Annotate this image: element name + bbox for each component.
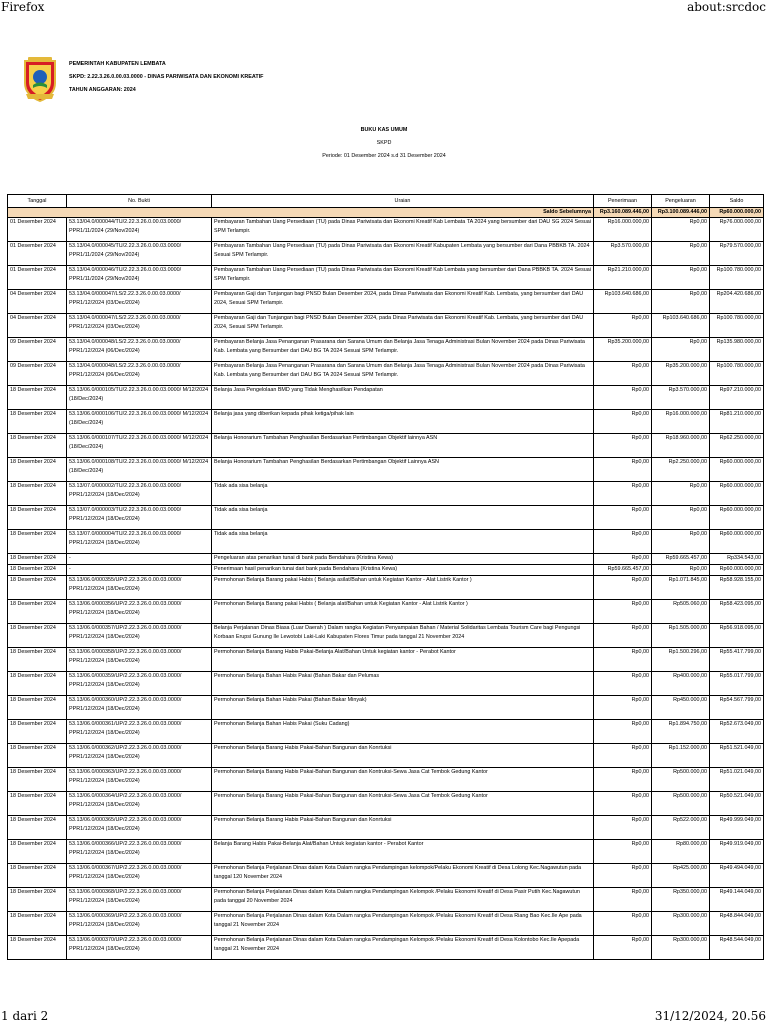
cell-no-bukti: 53.13/06.0/000366/UP/2.22.3.26.0.00.03.0000/ PPR1/12/2024 (18/Dec/2024) xyxy=(67,840,212,864)
cell-saldo: Rp58.928.155,00 xyxy=(710,576,764,600)
cell-pengeluaran: Rp3.570.000,00 xyxy=(652,386,710,410)
cell-penerimaan: Rp59.665.457,00 xyxy=(594,565,652,576)
cell-no-bukti: 53.13/04.0/000044/TU/2.22.3.26.0.00.03.0000/ PPR1/11/2024 (29/Nov/2024) xyxy=(67,218,212,242)
cell-tanggal: 18 Desember 2024 xyxy=(8,912,67,936)
cell-penerimaan: Rp0,00 xyxy=(594,434,652,458)
report-subtitle: SKPD xyxy=(376,140,392,146)
cell-pengeluaran: Rp500.000,00 xyxy=(652,792,710,816)
cell-penerimaan: Rp35.200.000,00 xyxy=(594,338,652,362)
cell-tanggal: 18 Desember 2024 xyxy=(8,600,67,624)
cell-penerimaan: Rp0,00 xyxy=(594,672,652,696)
cell-uraian: Pembayaran Tambahan Uang Persediaan (TU) pada Dinas Pariwisata dan Ekonomi Kreatif Kabupaten Lembata yang bersumber dari Dana PBBKB TA. 2024 Sesuai SPM Terlampir. xyxy=(212,242,594,266)
cell-no-bukti: 53.13/04.0/000048/LS/2.22.3.26.0.00.03.0000/ PPR1/12/2024 (06/Dec/2024) xyxy=(67,338,212,362)
table-row xyxy=(8,912,764,936)
cell-pengeluaran: Rp450.000,00 xyxy=(652,696,710,720)
opening-balance-row xyxy=(8,208,764,218)
cell-uraian: Permohonan Belanja Barang pakai Habis ( Belanja alat/Bahan untuk Kegiatan Kantor - Alat Listrik Kantor ) xyxy=(212,600,594,624)
cell-no-bukti: 53.13/07.0/000003/TU/2.22.3.26.0.00.03.0000/ PPR1/12/2024 (18/Dec/2024) xyxy=(67,506,212,530)
cell-saldo: Rp76.000.000,00 xyxy=(710,218,764,242)
cell-uraian: Permohonan Belanja Bahan Habis Pakai (Suku Cadang) xyxy=(212,720,594,744)
cell-tanggal: 18 Desember 2024 xyxy=(8,840,67,864)
cell-uraian: Belanja Honorarium Tambahan Penghasilan Berdasarkan Pertimbangan Objektif lainnya ASN xyxy=(212,434,594,458)
cell-tanggal: 18 Desember 2024 xyxy=(8,434,67,458)
cell-uraian: Pengeluaran atas penarikan tunai di bank pada Bendahara (Kristina Kewa) xyxy=(212,554,594,565)
cell-no-bukti: 53.13/04.0/000045/TU/2.22.3.26.0.00.03.0000/ PPR1/11/2024 (29/Nov/2024) xyxy=(67,242,212,266)
cell-tanggal: 18 Desember 2024 xyxy=(8,410,67,434)
cell-pengeluaran: Rp0,00 xyxy=(652,266,710,290)
cell-tanggal: 18 Desember 2024 xyxy=(8,720,67,744)
report-title: BUKU KAS UMUM xyxy=(360,127,408,133)
cell-no-bukti: 53.13/07.0/000002/TU/2.22.3.26.0.00.03.0000/ PPR1/12/2024 (18/Dec/2024) xyxy=(67,482,212,506)
cell-pengeluaran: Rp500.000,00 xyxy=(652,768,710,792)
cell-no-bukti: 53.13/04.0/000046/TU/2.22.3.26.0.00.03.0000/ PPR1/11/2024 (29/Nov/2024) xyxy=(67,266,212,290)
cell-pengeluaran: Rp0,00 xyxy=(652,242,710,266)
table-row xyxy=(8,554,764,565)
cell-tanggal: 18 Desember 2024 xyxy=(8,386,67,410)
cell-no-bukti: 53.13/04.0/000047/LS/2.22.3.26.0.00.03.0000/ PPR1/12/2024 (03/Dec/2024) xyxy=(67,290,212,314)
cell-pengeluaran: Rp350.000,00 xyxy=(652,888,710,912)
cell-uraian: Pembayaran Gaji dan Tunjangan bagi PNSD Bulan Desember 2024, pada Dinas Pariwisata dan Ekonomi Kreatif Kab. Lembata, yang bersumber dari DAU 2024, Sesuai SPM Terlampir. xyxy=(212,290,594,314)
cell-tanggal: 18 Desember 2024 xyxy=(8,696,67,720)
cell-uraian: Tidak ada sisa belanja xyxy=(212,530,594,554)
cell-pengeluaran: Rp16.000.000,00 xyxy=(652,410,710,434)
cell-uraian: Permohonan Belanja Perjalanan Dinas dalam Kota Dalam rangka Pendampingan Kelompok /Pelaku Ekonomi Kreatif di Desa Pasir Putih Kec.Nagawutun pada tanggal 20 November 2024 xyxy=(212,888,594,912)
cell-penerimaan: Rp0,00 xyxy=(594,458,652,482)
cell-tanggal: 18 Desember 2024 xyxy=(8,624,67,648)
cell-uraian: Permohonan Belanja Barang pakai Habis ( Belanja asilat/Bahan untuk Kegiatan Kantor - Alat Listrik Kantor ) xyxy=(212,576,594,600)
cell-pengeluaran: Rp300.000,00 xyxy=(652,912,710,936)
table-row xyxy=(8,576,764,600)
col-uraian: Uraian xyxy=(212,195,594,208)
cell-saldo: Rp55.017.799,00 xyxy=(710,672,764,696)
cell-saldo: Rp49.999.049,00 xyxy=(710,816,764,840)
cell-uraian: Penerimaan hasil penarikan tunai dari bank pada Bendahara (Kristina Kewa) xyxy=(212,565,594,576)
cell-tanggal: 01 Desember 2024 xyxy=(8,242,67,266)
cell-tanggal: 18 Desember 2024 xyxy=(8,458,67,482)
cell-penerimaan: Rp3.570.000,00 xyxy=(594,242,652,266)
cell-uraian: Tidak ada sisa belanja xyxy=(212,506,594,530)
cell-penerimaan: Rp0,00 xyxy=(594,386,652,410)
cell-saldo: Rp50.521.049,00 xyxy=(710,792,764,816)
cell-saldo: Rp48.544.049,00 xyxy=(710,936,764,960)
cell-penerimaan: Rp0,00 xyxy=(594,530,652,554)
cell-uraian: Belanja Honorarium Tambahan Penghasilan Berdasarkan Pertimbangan Objektif Lainnya ASN xyxy=(212,458,594,482)
table-header-row xyxy=(8,195,764,208)
cell-tanggal: 18 Desember 2024 xyxy=(8,565,67,576)
cell-penerimaan: Rp0,00 xyxy=(594,696,652,720)
table-row xyxy=(8,482,764,506)
opening-label: Saldo Sebelumnya xyxy=(8,208,594,218)
cell-uraian: Belanja Jasa Pengelolaan BMD yang Tidak Menghasilkan Pendapatan xyxy=(212,386,594,410)
cell-pengeluaran: Rp522.000,00 xyxy=(652,816,710,840)
cell-tanggal: 01 Desember 2024 xyxy=(8,266,67,290)
cell-saldo: Rp56.918.095,00 xyxy=(710,624,764,648)
cell-pengeluaran: Rp1.152.000,00 xyxy=(652,744,710,768)
cell-no-bukti: 53.13/06.0/000364/UP/2.22.3.26.0.00.03.0000/ PPR1/12/2024 (18/Dec/2024) xyxy=(67,792,212,816)
cell-saldo: Rp54.567.799,00 xyxy=(710,696,764,720)
cell-saldo: Rp100.780.000,00 xyxy=(710,362,764,386)
cell-uraian: Permohonan Belanja Barang Habis Pakai-Bahan Bangunan dan Kontruksi-Sewa Jasa Cat Tembok Gedung Kantor xyxy=(212,768,594,792)
table-row xyxy=(8,565,764,576)
cell-saldo: Rp49.919.049,00 xyxy=(710,840,764,864)
cell-pengeluaran: Rp1.500.296,00 xyxy=(652,648,710,672)
cell-tanggal: 04 Desember 2024 xyxy=(8,290,67,314)
cell-no-bukti: 53.13/06.0/000356/UP/2.22.3.26.0.00.03.0000/ PPR1/12/2024 (18/Dec/2024) xyxy=(67,600,212,624)
cell-uraian: Pembayaran Tambahan Uang Persediaan (TU) pada Dinas Pariwisata dan Ekonomi Kreatif Kab Lembata TA 2024 yang bersumber dari DAU SG 2024 Sesuai SPM Terlampir. xyxy=(212,218,594,242)
cell-tanggal: 18 Desember 2024 xyxy=(8,792,67,816)
cell-penerimaan: Rp0,00 xyxy=(594,792,652,816)
cell-no-bukti: 53.13/06.0/000108/TU/2.22.3.26.0.00.03.0000/ M/12/2024 (18/Dec/2024) xyxy=(67,458,212,482)
cell-saldo: Rp60.000.000,00 xyxy=(710,482,764,506)
cell-pengeluaran: Rp35.200.000,00 xyxy=(652,362,710,386)
table-row xyxy=(8,314,764,338)
table-row xyxy=(8,816,764,840)
table-row xyxy=(8,936,764,960)
cell-uraian: Belanja Barang Habis Pakai-Belanja Alat/Bahan Untuk kegiatan kantor - Perabot Kantor xyxy=(212,840,594,864)
table-row xyxy=(8,338,764,362)
table-row xyxy=(8,768,764,792)
table-row xyxy=(8,888,764,912)
cell-tanggal: 18 Desember 2024 xyxy=(8,816,67,840)
cell-penerimaan: Rp103.640.686,00 xyxy=(594,290,652,314)
cell-penerimaan: Rp0,00 xyxy=(594,768,652,792)
opening-pengeluaran: Rp3.100.089.446,00 xyxy=(652,208,710,218)
browser-app-name: Firefox xyxy=(1,0,45,14)
cell-no-bukti: 53.13/06.0/000367/UP/2.22.3.26.0.00.03.0000/ PPR1/12/2024 (18/Dec/2024) xyxy=(67,864,212,888)
fiscal-year: TAHUN ANGGARAN: 2024 xyxy=(69,87,136,93)
cell-penerimaan: Rp0,00 xyxy=(594,624,652,648)
cell-pengeluaran: Rp425.000,00 xyxy=(652,864,710,888)
cell-uraian: Permohonan Belanja Perjalanan Dinas dalam Kota Dalam rangka Pendampingan Kelompok /Pelaku Ekonomi Kreatif di Desa Kolontobo Kec.Ile Apepada tanggal 21 November 2024 xyxy=(212,936,594,960)
cell-penerimaan: Rp0,00 xyxy=(594,482,652,506)
table-row xyxy=(8,792,764,816)
cell-uraian: Permohonan Belanja Barang Habis Pakai-Bahan Bangunan dan Konrtuksi xyxy=(212,816,594,840)
skpd-line: SKPD: 2.22.3.26.0.00.03.0000 - DINAS PARIWISATA DAN EKONOMI KREATIF xyxy=(69,74,264,80)
cell-saldo: Rp204.420.686,00 xyxy=(710,290,764,314)
cell-saldo: Rp55.417.799,00 xyxy=(710,648,764,672)
cell-penerimaan: Rp0,00 xyxy=(594,600,652,624)
cell-uraian: Permohonan Belanja Perjalanan Dinas dalam Kota Dalam rangka Pendampingan Kelompok /Pelaku Ekonomi Kreatif di Desa Riang Bao Kec.Ile Ape pada tanggal 21 November 2024 xyxy=(212,912,594,936)
cell-saldo: Rp62.250.000,00 xyxy=(710,434,764,458)
cell-no-bukti: 53.13/06.0/000369/UP/2.22.3.26.0.00.03.0000/ PPR1/12/2024 (18/Dec/2024) xyxy=(67,912,212,936)
cell-saldo: Rp100.780.000,00 xyxy=(710,266,764,290)
table-row xyxy=(8,290,764,314)
print-datetime: 31/12/2024, 20.56 xyxy=(654,1009,766,1023)
cell-pengeluaran: Rp300.000,00 xyxy=(652,936,710,960)
cell-penerimaan: Rp0,00 xyxy=(594,362,652,386)
org-name: PEMERINTAH KABUPATEN LEMBATA xyxy=(69,61,166,67)
cell-tanggal: 01 Desember 2024 xyxy=(8,218,67,242)
table-row xyxy=(8,434,764,458)
cell-saldo: Rp135.980.000,00 xyxy=(710,338,764,362)
table-row xyxy=(8,458,764,482)
cell-penerimaan: Rp16.000.000,00 xyxy=(594,218,652,242)
cell-tanggal: 18 Desember 2024 xyxy=(8,936,67,960)
print-footer xyxy=(0,1009,768,1024)
cell-uraian: Permohonan Belanja Barang Habis Pakai-Belanja Alat/Bahan Untuk kegiatan kantor - Perabot Kantor xyxy=(212,648,594,672)
cell-no-bukti: - xyxy=(67,554,212,565)
cell-pengeluaran: Rp0,00 xyxy=(652,565,710,576)
cell-no-bukti: 53.13/07.0/000004/TU/2.22.3.26.0.00.03.0000/ PPR1/12/2024 (18/Dec/2024) xyxy=(67,530,212,554)
cell-penerimaan: Rp0,00 xyxy=(594,936,652,960)
table-row xyxy=(8,696,764,720)
table-row xyxy=(8,530,764,554)
table-row xyxy=(8,386,764,410)
table-row xyxy=(8,672,764,696)
cell-no-bukti: 53.13/06.0/000105/TU/2.22.3.26.0.00.03.0000/ M/12/2024 (18/Dec/2024) xyxy=(67,386,212,410)
cell-uraian: Pembayaran Gaji dan Tunjangan bagi PNSD Bulan Desember 2024, pada Dinas Pariwisata dan Ekonomi Kreatif Kab. Lembata, yang bersumber dari DAU 2024, Sesuai SPM Terlampir. xyxy=(212,314,594,338)
cell-penerimaan: Rp0,00 xyxy=(594,576,652,600)
cell-pengeluaran: Rp0,00 xyxy=(652,506,710,530)
cell-pengeluaran: Rp80.000,00 xyxy=(652,840,710,864)
table-row xyxy=(8,242,764,266)
cell-uraian: Belanja jasa yang diberikan kepada pihak ketiga/pihak lain xyxy=(212,410,594,434)
table-row xyxy=(8,600,764,624)
cell-uraian: Permohonan Belanja Bahan Habis Pakai (Bahan Bakar Minyak) xyxy=(212,696,594,720)
cell-uraian: Permohonan Belanja Barang Habis Pakai-Bahan Bangunan dan Konrtuksi xyxy=(212,744,594,768)
col-saldo: Saldo xyxy=(710,195,764,208)
col-no-bukti: No. Bukti xyxy=(67,195,212,208)
table-row xyxy=(8,648,764,672)
cell-no-bukti: 53.13/06.0/000368/UP/2.22.3.26.0.00.03.0000/ PPR1/12/2024 (18/Dec/2024) xyxy=(67,888,212,912)
cell-penerimaan: Rp21.210.000,00 xyxy=(594,266,652,290)
table-row xyxy=(8,506,764,530)
cell-no-bukti: 53.13/04.0/000048/LS/2.22.3.26.0.00.03.0000/ PPR1/12/2024 (06/Dec/2024) xyxy=(67,362,212,386)
cell-no-bukti: 53.13/06.0/000359/UP/2.22.3.26.0.00.03.0000/ PPR1/12/2024 (18/Dec/2024) xyxy=(67,672,212,696)
cell-uraian: Permohonan Belanja Perjalanan Dinas dalam Kota Dalam rangka Pendampingan kelompok/Pelaku Ekonomi Kreatif di Desa Lolong Kec.Nagawutun pada tanggal 120 November 2024 xyxy=(212,864,594,888)
opening-penerimaan: Rp3.160.089.446,00 xyxy=(594,208,652,218)
cell-pengeluaran: Rp0,00 xyxy=(652,290,710,314)
cell-pengeluaran: Rp103.640.686,00 xyxy=(652,314,710,338)
cell-saldo: Rp334.543,00 xyxy=(710,554,764,565)
col-pengeluaran: Pengeluaran xyxy=(652,195,710,208)
cell-no-bukti: 53.13/06.0/000357/UP/2.22.3.26.0.00.03.0000/ PPR1/12/2024 (18/Dec/2024) xyxy=(67,624,212,648)
cell-penerimaan: Rp0,00 xyxy=(594,744,652,768)
regency-emblem-icon xyxy=(22,55,58,103)
cell-tanggal: 18 Desember 2024 xyxy=(8,554,67,565)
print-header xyxy=(0,0,768,16)
col-penerimaan: Penerimaan xyxy=(594,195,652,208)
cell-penerimaan: Rp0,00 xyxy=(594,314,652,338)
cell-uraian: Pembayaran Belanja Jasa Penanganan Prasarana dan Sarana Umum dan Belanja Jasa Tenaga Administrasi Bulan November 2024 pada Dinas Pariwisata Kab. Lembata yang Bersumber dari DAU BG TA 2024 Sesuai SPM Terlampir. xyxy=(212,338,594,362)
cell-saldo: Rp60.000.000,00 xyxy=(710,530,764,554)
cell-penerimaan: Rp0,00 xyxy=(594,554,652,565)
cell-no-bukti: 53.13/06.0/000360/UP/2.22.3.26.0.00.03.0000/ PPR1/12/2024 (18/Dec/2024) xyxy=(67,696,212,720)
cell-tanggal: 18 Desember 2024 xyxy=(8,888,67,912)
cell-no-bukti: 53.13/06.0/000358/UP/2.22.3.26.0.00.03.0000/ PPR1/12/2024 (18/Dec/2024) xyxy=(67,648,212,672)
cell-uraian: Tidak ada sisa belanja xyxy=(212,482,594,506)
table-row xyxy=(8,840,764,864)
cell-penerimaan: Rp0,00 xyxy=(594,912,652,936)
cell-tanggal: 18 Desember 2024 xyxy=(8,576,67,600)
cell-saldo: Rp58.423.095,00 xyxy=(710,600,764,624)
table-row xyxy=(8,362,764,386)
cell-saldo: Rp81.210.000,00 xyxy=(710,410,764,434)
table-row xyxy=(8,624,764,648)
cell-saldo: Rp52.673.049,00 xyxy=(710,720,764,744)
cell-pengeluaran: Rp505.060,00 xyxy=(652,600,710,624)
cell-no-bukti: 53.13/06.0/000355/UP/2.22.3.26.0.00.03.0000/ PPR1/12/2024 (18/Dec/2024) xyxy=(67,576,212,600)
cell-uraian: Pembayaran Belanja Jasa Penanganan Prasarana dan Sarana Umum dan Belanja Jasa Tenaga Administrasi Bulan November 2024 pada Dinas Pariwisata Kab. Lembata yang Bersumber dari DAU BG TA 2024 Sesuai SPM Terlampir. xyxy=(212,362,594,386)
cell-no-bukti: 53.13/06.0/000363/UP/2.22.3.26.0.00.03.0000/ PPR1/12/2024 (18/Dec/2024) xyxy=(67,768,212,792)
cell-pengeluaran: Rp1.505.000,00 xyxy=(652,624,710,648)
cell-no-bukti: 53.13/06.0/000370/UP/2.22.3.26.0.00.03.0000/ PPR1/12/2024 (18/Dec/2024) xyxy=(67,936,212,960)
cell-tanggal: 18 Desember 2024 xyxy=(8,482,67,506)
cell-saldo: Rp79.570.000,00 xyxy=(710,242,764,266)
cell-uraian: Pembayaran Tambahan Uang Persediaan (TU) pada Dinas Pariwisata dan Ekonomi Kreatif Kab Lembata yang bersumber dari Dana PBBKB TA. 2024 Sesuai SPM Terlampir. xyxy=(212,266,594,290)
cell-uraian: Belanja Perjalanan Dinas Biasa (Luar Daerah ) Dalam rangka Kegiatan Penyampaian Bahan / Material Solidaritas Lembata Tourism Care bagi Pengungsi Korbaan Erupsi Gunung Ile Lewotobi Laki-Laki Kabupaten Flores Timur pada tanggal 21 November 2024 xyxy=(212,624,594,648)
cell-penerimaan: Rp0,00 xyxy=(594,888,652,912)
page-indicator: 1 dari 2 xyxy=(1,1009,49,1023)
cell-pengeluaran: Rp18.960.000,00 xyxy=(652,434,710,458)
cell-saldo: Rp97.210.000,00 xyxy=(710,386,764,410)
cell-no-bukti: - xyxy=(67,565,212,576)
cell-penerimaan: Rp0,00 xyxy=(594,816,652,840)
cell-no-bukti: 53.13/06.0/000361/UP/2.22.3.26.0.00.03.0000/ PPR1/12/2024 (18/Dec/2024) xyxy=(67,720,212,744)
cell-pengeluaran: Rp0,00 xyxy=(652,338,710,362)
cell-tanggal: 18 Desember 2024 xyxy=(8,530,67,554)
cell-saldo: Rp49.144.049,00 xyxy=(710,888,764,912)
browser-url: about:srcdoc xyxy=(687,0,766,14)
cell-penerimaan: Rp0,00 xyxy=(594,840,652,864)
cell-saldo: Rp60.000.000,00 xyxy=(710,565,764,576)
cell-pengeluaran: Rp2.250.000,00 xyxy=(652,458,710,482)
report-period: Periode: 01 Desember 2024 s.d 31 Desember 2024 xyxy=(322,153,446,159)
opening-saldo: Rp60.000.000,00 xyxy=(710,208,764,218)
table-row xyxy=(8,744,764,768)
cell-pengeluaran: Rp59.665.457,00 xyxy=(652,554,710,565)
cell-tanggal: 18 Desember 2024 xyxy=(8,864,67,888)
cell-tanggal: 18 Desember 2024 xyxy=(8,672,67,696)
cell-pengeluaran: Rp0,00 xyxy=(652,530,710,554)
cell-no-bukti: 53.13/06.0/000365/UP/2.22.3.26.0.00.03.0000/ PPR1/12/2024 (18/Dec/2024) xyxy=(67,816,212,840)
cell-uraian: Permohonan Belanja Barang Habis Pakai-Bahan Bangunan dan Kontruksi-Sewa Jasa Cat Tembok Gedung Kantor xyxy=(212,792,594,816)
cell-no-bukti: 53.13/06.0/000362/UP/2.22.3.26.0.00.03.0000/ PPR1/12/2024 (18/Dec/2024) xyxy=(67,744,212,768)
cell-saldo: Rp51.021.049,00 xyxy=(710,768,764,792)
cell-pengeluaran: Rp1.894.750,00 xyxy=(652,720,710,744)
cell-pengeluaran: Rp0,00 xyxy=(652,218,710,242)
table-row xyxy=(8,266,764,290)
cell-tanggal: 09 Desember 2024 xyxy=(8,362,67,386)
cell-saldo: Rp60.000.000,00 xyxy=(710,458,764,482)
cell-no-bukti: 53.13/06.0/000106/TU/2.22.3.26.0.00.03.0000/ M/12/2024 (18/Dec/2024) xyxy=(67,410,212,434)
cell-saldo: Rp51.521.049,00 xyxy=(710,744,764,768)
cell-no-bukti: 53.13/04.0/000047/LS/2.22.3.26.0.00.03.0000/ PPR1/12/2024 (03/Dec/2024) xyxy=(67,314,212,338)
cell-pengeluaran: Rp400.000,00 xyxy=(652,672,710,696)
col-tanggal: Tanggal xyxy=(8,195,67,208)
cell-penerimaan: Rp0,00 xyxy=(594,864,652,888)
cell-pengeluaran: Rp0,00 xyxy=(652,482,710,506)
cell-penerimaan: Rp0,00 xyxy=(594,506,652,530)
cell-uraian: Permohonan Belanja Bahan Habis Pakai (Bahan Bakar dan Pelumas xyxy=(212,672,594,696)
cell-penerimaan: Rp0,00 xyxy=(594,648,652,672)
cell-no-bukti: 53.13/06.0/000107/TU/2.22.3.26.0.00.03.0000/ M/12/2024 (18/Dec/2024) xyxy=(67,434,212,458)
cell-tanggal: 04 Desember 2024 xyxy=(8,314,67,338)
cell-tanggal: 18 Desember 2024 xyxy=(8,648,67,672)
table-row xyxy=(8,864,764,888)
cell-saldo: Rp100.780.000,00 xyxy=(710,314,764,338)
cell-tanggal: 09 Desember 2024 xyxy=(8,338,67,362)
cell-penerimaan: Rp0,00 xyxy=(594,720,652,744)
cell-saldo: Rp48.844.049,00 xyxy=(710,912,764,936)
cell-saldo: Rp60.000.000,00 xyxy=(710,506,764,530)
cell-pengeluaran: Rp1.071.845,00 xyxy=(652,576,710,600)
table-row xyxy=(8,410,764,434)
cell-penerimaan: Rp0,00 xyxy=(594,410,652,434)
cash-book-table xyxy=(7,194,764,960)
cell-saldo: Rp49.494.049,00 xyxy=(710,864,764,888)
cell-tanggal: 18 Desember 2024 xyxy=(8,506,67,530)
cell-tanggal: 18 Desember 2024 xyxy=(8,768,67,792)
table-row xyxy=(8,720,764,744)
cell-tanggal: 18 Desember 2024 xyxy=(8,744,67,768)
table-row xyxy=(8,218,764,242)
